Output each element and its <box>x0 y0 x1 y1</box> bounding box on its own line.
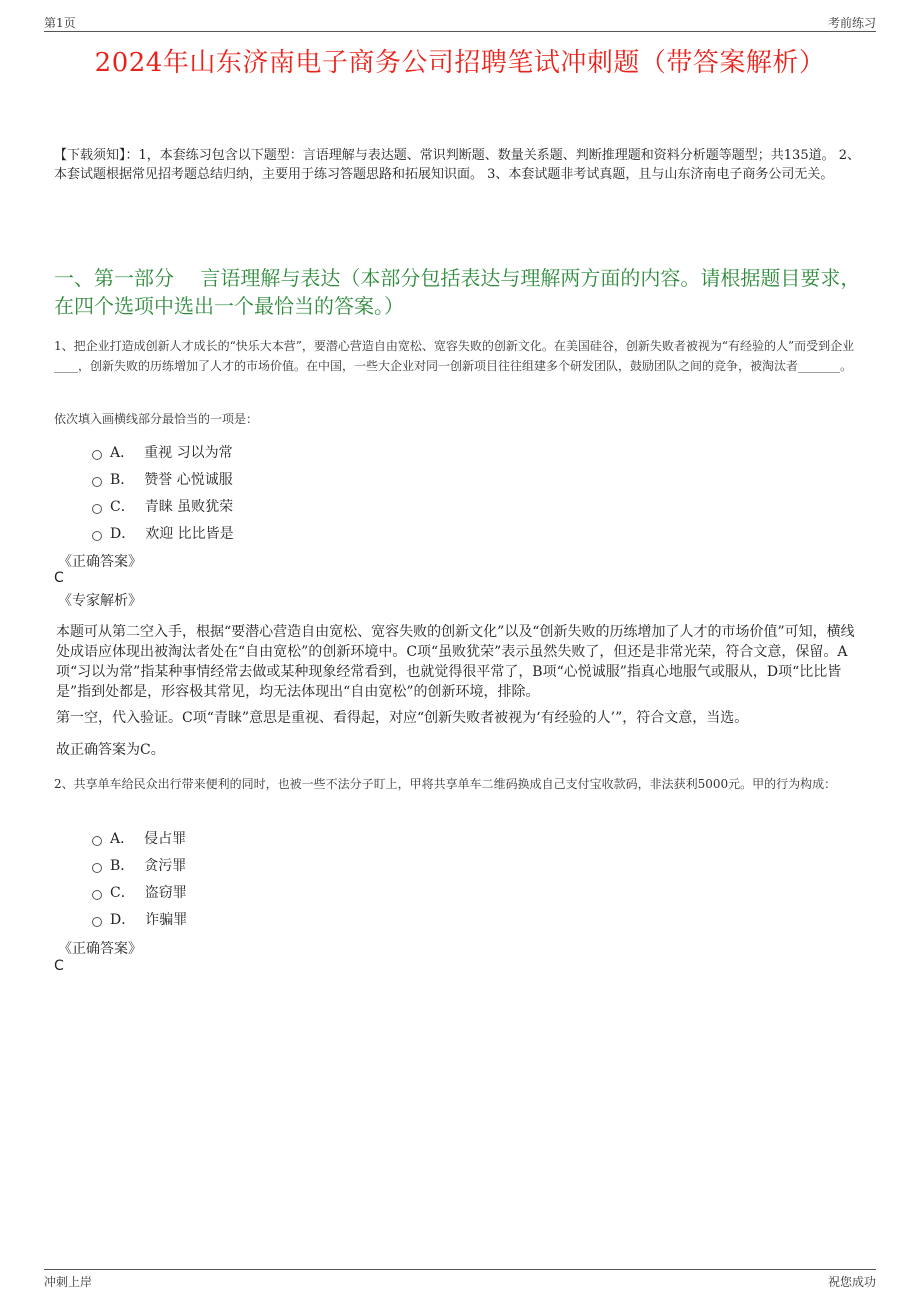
radio-icon[interactable] <box>92 863 102 873</box>
option-text: 盗窃罪 <box>144 884 187 901</box>
header-tag: 考前练习 <box>827 16 876 30</box>
option-text: 赞誉 心悦诚服 <box>144 471 233 488</box>
header-divider <box>44 31 876 32</box>
question-1-stem: 1、把企业打造成创新人才成长的“快乐大本营”，要潜心营造自由宽松、宽容失败的创新文化。在美国硅谷，创新失败者被视为“有经验的人”而受到企业____，创新失败的历练增加了人才的市场价值。在中国，一些大企业对同一创新项目往往组建多个研发团队，鼓励团队之间的竞争，被淘汰者_______。 <box>54 339 855 373</box>
footer-divider <box>44 1269 876 1270</box>
download-notice: 【下载须知】：1，本套练习包含以下题型：言语理解与表达题、常识判断题、数量关系题、判断推理题和资料分析题等题型；共135道。 2、本套试题根据常见招考题总结归纳，主要用于练习答题思路和拓展知识面。 3、本套试题非考试真题，且与山东济南电子商务公司无关。 <box>54 148 860 182</box>
question-1-option-a[interactable] <box>92 438 234 465</box>
option-text: 重视 习以为常 <box>144 444 233 461</box>
question-1-answer-label: 《正确答案》 <box>58 554 142 570</box>
question-2-option-b[interactable] <box>92 851 187 878</box>
page-title: 2024年山东济南电子商务公司招聘笔试冲刺题（带答案解析） <box>94 48 826 78</box>
option-text: 欢迎 比比皆是 <box>145 525 234 542</box>
option-letter: C． <box>110 498 135 515</box>
question-1-option-c[interactable] <box>92 492 234 519</box>
question-2-answer-label: 《正确答案》 <box>58 941 142 957</box>
question-1-options <box>92 438 234 546</box>
footer-right-text: 祝您成功 <box>827 1275 876 1289</box>
option-text: 贪污罪 <box>144 857 187 874</box>
question-2-options <box>92 824 187 932</box>
option-letter: D． <box>110 525 136 542</box>
option-letter: A． <box>110 830 135 847</box>
option-text: 侵占罪 <box>144 830 187 847</box>
question-1-analysis-paragraph: 第一空，代入验证。C项“青睐”意思是重视、看得起，对应“创新失败者被视为‘有经验的人’”，符合文意，当选。 <box>56 710 749 726</box>
question-1-analysis-conclusion: 故正确答案为C。 <box>56 742 165 758</box>
question-2-stem: 2、共享单车给民众出行带来便利的同时，也被一些不法分子盯上，甲将共享单车二维码换成自己支付宝收款码，非法获利5000元。甲的行为构成： <box>54 777 837 791</box>
question-1-analysis-label: 《专家解析》 <box>58 593 142 609</box>
question-1-answer: C <box>54 570 64 586</box>
question-1-option-b[interactable] <box>92 465 234 492</box>
radio-icon[interactable] <box>92 477 102 487</box>
option-letter: D． <box>110 911 136 928</box>
question-2-option-c[interactable] <box>92 878 187 905</box>
option-letter: A． <box>110 444 135 461</box>
option-text: 青睐 虽败犹荣 <box>144 498 234 515</box>
option-letter: B． <box>110 471 135 488</box>
footer-left-text: 冲刺上岸 <box>44 1275 93 1289</box>
radio-icon[interactable] <box>92 531 102 541</box>
question-2-option-a[interactable] <box>92 824 187 851</box>
question-2-answer: C <box>54 958 64 974</box>
radio-icon[interactable] <box>92 450 102 460</box>
option-letter: B． <box>110 857 135 874</box>
option-text: 诈骗罪 <box>145 911 188 928</box>
page-number: 第1页 <box>44 16 76 30</box>
option-letter: C． <box>110 884 135 901</box>
radio-icon[interactable] <box>92 504 102 514</box>
section-heading: 一、第一部分 言语理解与表达（本部分包括表达与理解两方面的内容。请根据题目要求，在四个选项中选出一个最恰当的答案。） <box>54 266 861 318</box>
radio-icon[interactable] <box>92 890 102 900</box>
radio-icon[interactable] <box>92 917 102 927</box>
question-1-prompt: 依次填入画横线部分最恰当的一项是： <box>54 412 259 426</box>
question-2-option-d[interactable] <box>92 905 187 932</box>
question-1-option-d[interactable] <box>92 519 234 546</box>
radio-icon[interactable] <box>92 836 102 846</box>
question-1-analysis-paragraph: 本题可从第二空入手，根据“要潜心营造自由宽松、宽容失败的创新文化”以及“创新失败的历练增加了人才的市场价值”可知，横线处成语应体现出被淘汰者处在“自由宽松”的创新环境中。C项“虽败犹荣”表示虽然失败了，但还是非常光荣，符合文意，保留。A项“习以为常”指某种事情经常去做或某种现象经常看到，也就觉得很平常了，B项“心悦诚服”指真心地服气或服从，D项“比比皆是”指到处都是，形容极其常见，均无法体现出“自由宽松”的创新环境，排除。 <box>56 624 855 700</box>
